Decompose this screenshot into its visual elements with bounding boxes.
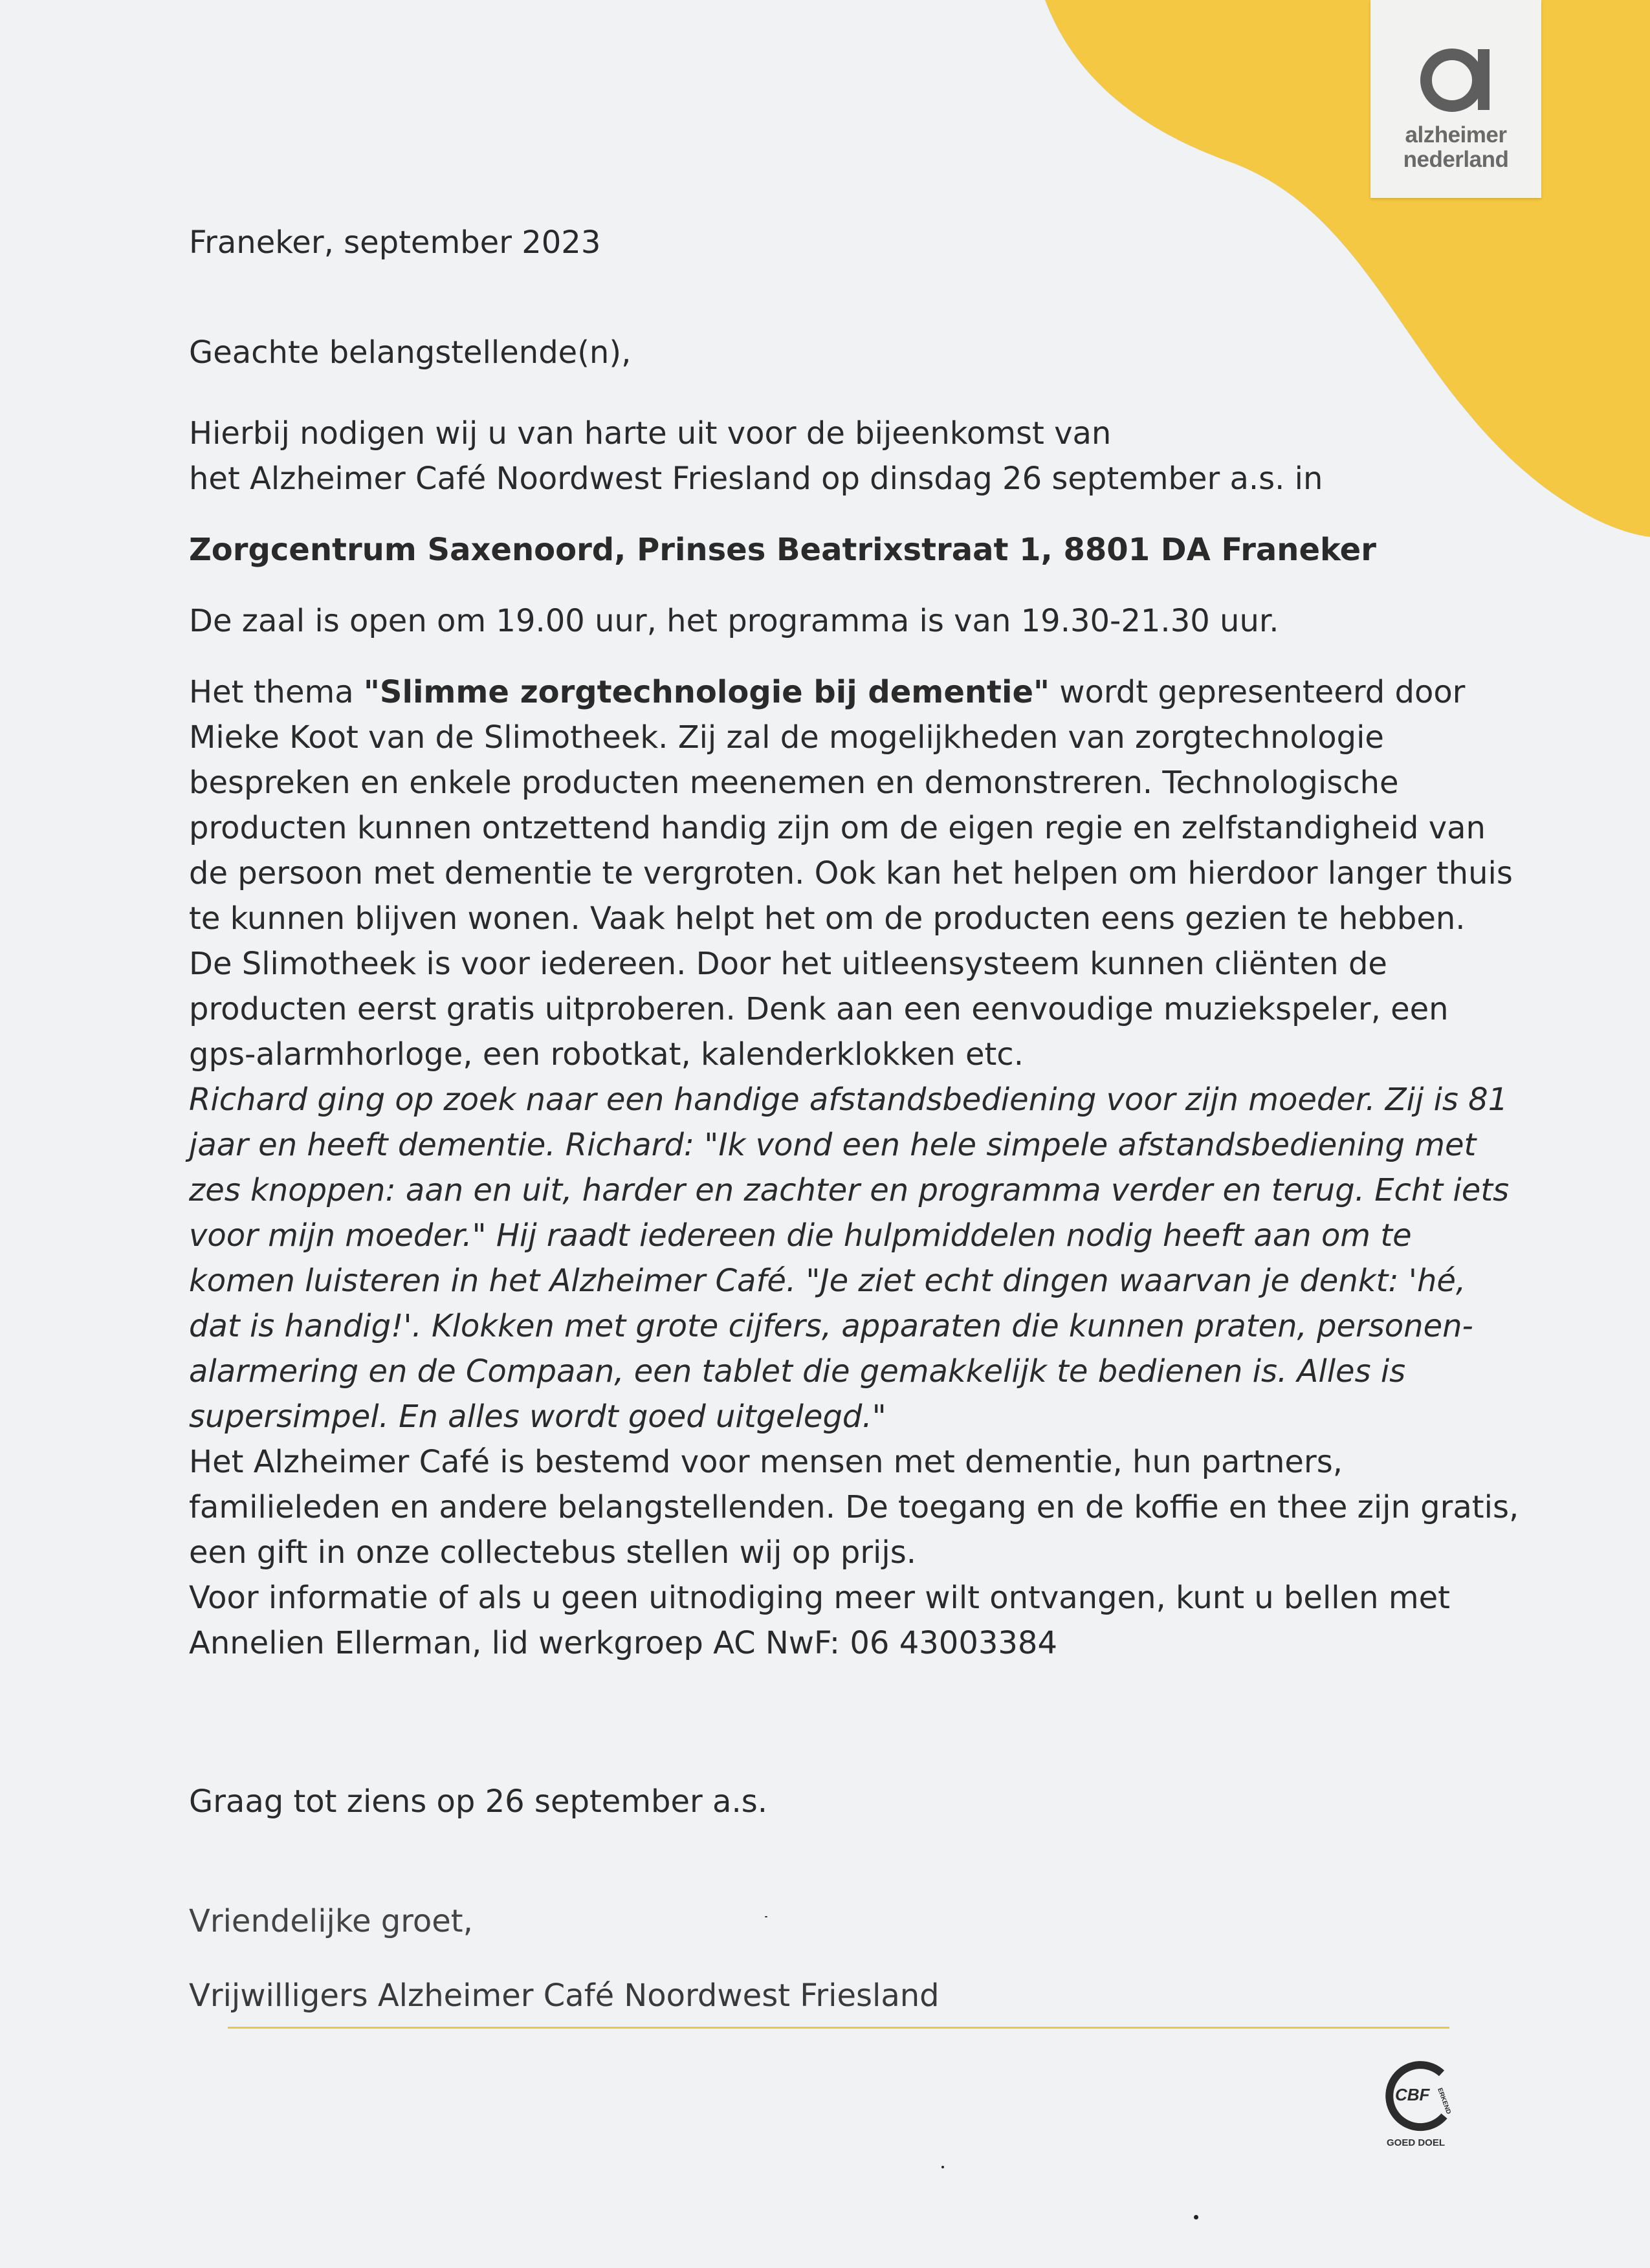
cbf-ring-text: ERKEND bbox=[1436, 2087, 1452, 2115]
contact-paragraph: Voor informatie of als u geen uitnodiging meer wilt ontvangen, kunt u bellen met Annelien Ellerman, lid werkgroep AC NwF: 06 43003384 bbox=[189, 1580, 1450, 1661]
closing-line: Graag tot ziens op 26 september a.s. bbox=[189, 1783, 767, 1820]
theme-title: "Slimme zorgtechnologie bij dementie" bbox=[363, 674, 1050, 710]
slimotheek-paragraph: De Slimotheek is voor iedereen. Door het uitleensysteem kunnen cliënten de producten eerst gratis uitproberen. Denk aan een eenvoudige muziekspeler, een gps-alarmhorloge, een robotkat, kalenderklokken etc. bbox=[189, 946, 1449, 1073]
cbf-label: CBF bbox=[1395, 2085, 1430, 2104]
letter-date: Franeker, september 2023 bbox=[189, 224, 601, 261]
event-times: De zaal is open om 19.00 uur, het programma is van 19.30-21.30 uur. bbox=[189, 603, 1279, 639]
richard-quote: Richard ging op zoek naar een handige afstandsbediening voor zijn moeder. Zij is 81 jaar en heeft dementie. Richard: "Ik vond een hele simpele afstandsbediening met zes knoppen: aan en uit, harder en zachter en programma verder en terug. Echt iets voor mijn moeder." Hij raadt iedereen die hulpmiddelen nodig heeft aan om te komen luisteren in het Alzheimer Café. "Je ziet echt dingen waarvan je denkt: 'hé, dat is handig!'. Klokken met grote cijfers, apparaten die kunnen praten, personen-alarmering en de Compaan, een tablet die gemakkelijk te bedienen is. Alles is supersimpel. En alles wordt goed uitgelegd." bbox=[189, 1082, 1510, 1435]
logo-line-2: nederland bbox=[1403, 147, 1509, 172]
logo-wordmark bbox=[1370, 123, 1541, 172]
theme-description: wordt gepresenteerd door Mieke Koot van de Slimotheek. Zij zal de mogelijkheden van zorgtechnologie bespreken en enkele producten meenemen en demonstreren. Technologische producten kunnen ontzettend handig zijn om de eigen regie en zelfstandigheid van de persoon met dementie te vergroten. Ook kan het helpen om hierdoor langer thuis te kunnen blijven wonen. Vaak helpt het om de producten eens gezien te hebben. bbox=[189, 674, 1513, 937]
alzheimer-nederland-logo bbox=[1370, 0, 1541, 198]
scan-speck bbox=[765, 1916, 767, 1917]
cbf-caption: GOED DOEL bbox=[1386, 2137, 1445, 2148]
logo-line-1: alzheimer bbox=[1405, 122, 1507, 147]
regards-line: Vriendelijke groet, bbox=[189, 1903, 473, 1939]
event-address: Zorgcentrum Saxenoord, Prinses Beatrixstraat 1, 8801 DA Franeker bbox=[189, 532, 1376, 568]
theme-paragraph bbox=[189, 670, 1522, 941]
theme-prefix: Het thema bbox=[189, 674, 364, 710]
intro-line-2: het Alzheimer Café Noordwest Friesland op dinsdag 26 september a.s. in bbox=[189, 461, 1323, 497]
footer-divider bbox=[228, 2027, 1449, 2029]
audience-paragraph: Het Alzheimer Café is bestemd voor mensen met dementie, hun partners, familieleden en andere belangstellenden. De toegang en de koffie en thee zijn gratis, een gift in onze collectebus stellen wij op prijs. bbox=[189, 1444, 1519, 1571]
signature-line: Vrijwilligers Alzheimer Café Noordwest Friesland bbox=[189, 1978, 940, 2014]
intro-line-1: Hierbij nodigen wij u van harte uit voor de bijeenkomst van bbox=[189, 415, 1112, 452]
scan-speck bbox=[1194, 2215, 1198, 2219]
alzheimer-a-icon bbox=[1417, 28, 1495, 119]
main-content bbox=[189, 670, 1522, 1666]
intro-paragraph bbox=[189, 411, 1323, 501]
scan-speck bbox=[941, 2166, 944, 2168]
letter-greeting: Geachte belangstellende(n), bbox=[189, 334, 632, 371]
